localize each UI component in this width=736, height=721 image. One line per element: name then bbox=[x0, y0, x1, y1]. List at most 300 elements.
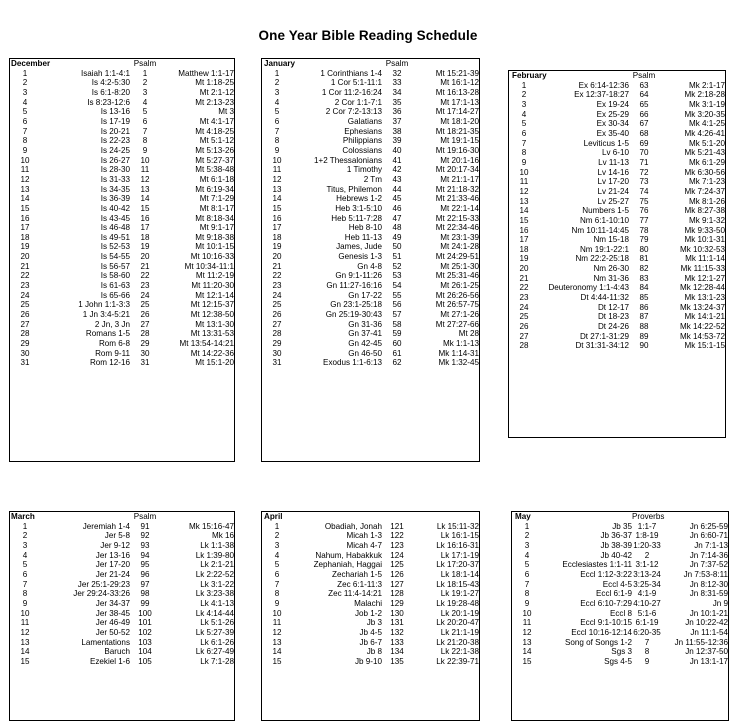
reading-main: Is 58-60 bbox=[100, 271, 130, 281]
psalm-ref: 97 bbox=[140, 579, 150, 589]
table-row bbox=[512, 580, 728, 590]
reading-gospel: Lk 5:1-26 bbox=[200, 618, 234, 628]
month-header bbox=[262, 512, 479, 522]
reading-main: 1 Cor 5:1-11:1 bbox=[330, 78, 382, 88]
psalm-ref: 83 bbox=[639, 273, 649, 283]
day-number: 18 bbox=[272, 232, 282, 242]
table-row bbox=[10, 638, 234, 648]
day-number: 24 bbox=[519, 302, 529, 312]
day-number: 19 bbox=[20, 242, 30, 252]
reading-main: Is 31-33 bbox=[100, 174, 130, 184]
psalm-ref: 132 bbox=[390, 627, 404, 637]
table-row bbox=[262, 175, 479, 185]
reading-gospel: Mk 14:22-52 bbox=[680, 322, 725, 332]
day-number: 10 bbox=[20, 608, 30, 618]
psalm-ref: 6:20-35 bbox=[633, 627, 661, 637]
reading-main: Zec 6:1-11:3 bbox=[337, 579, 382, 589]
psalm-ref: 53 bbox=[392, 271, 402, 281]
day-number: 12 bbox=[20, 627, 30, 637]
table-row bbox=[509, 245, 725, 255]
reading-main: Gn 37-41 bbox=[348, 329, 382, 339]
table-row bbox=[509, 312, 725, 322]
psalm-ref: 65 bbox=[639, 99, 649, 109]
table-row bbox=[10, 69, 234, 79]
reading-main: Numbers 1-5 bbox=[582, 206, 629, 216]
reading-gospel: Lk 1:1-38 bbox=[200, 540, 234, 550]
day-number: 21 bbox=[272, 261, 282, 271]
table-row bbox=[509, 81, 725, 91]
table-row bbox=[262, 320, 479, 330]
reading-gospel: Mk 4:1-25 bbox=[689, 119, 725, 129]
column-label: Psalm bbox=[385, 59, 409, 68]
psalm-ref: 39 bbox=[392, 136, 402, 146]
reading-main: Job 1-2 bbox=[355, 608, 382, 618]
table-row bbox=[10, 146, 234, 156]
day-number: 9 bbox=[521, 157, 527, 167]
reading-main: Lv 25-27 bbox=[597, 196, 629, 206]
psalm-ref: 124 bbox=[390, 550, 404, 560]
day-number: 8 bbox=[274, 589, 280, 599]
reading-gospel: Mk 9:33-50 bbox=[684, 225, 725, 235]
table-row bbox=[509, 206, 725, 216]
psalm-ref: 35 bbox=[392, 97, 402, 107]
reading-main: Gn 42-45 bbox=[348, 339, 382, 349]
psalm-ref: 34 bbox=[392, 87, 402, 97]
day-number: 8 bbox=[521, 148, 527, 158]
reading-gospel: Lk 18:15-43 bbox=[436, 579, 479, 589]
reading-gospel: Mt 24:1-28 bbox=[440, 242, 479, 252]
reading-gospel: Lk 4:14-44 bbox=[195, 608, 234, 618]
reading-main: Dt 24-26 bbox=[597, 322, 629, 332]
reading-main: Colossians bbox=[342, 145, 382, 155]
psalm-ref: 37 bbox=[392, 116, 402, 126]
day-number: 5 bbox=[274, 560, 280, 570]
day-number: 3 bbox=[274, 87, 280, 97]
reading-gospel: Mk 7:24-37 bbox=[684, 186, 725, 196]
day-number: 2 bbox=[274, 531, 280, 541]
reading-gospel: Mk 1:14-31 bbox=[438, 348, 479, 358]
day-number: 7 bbox=[22, 126, 28, 136]
table-row bbox=[262, 551, 479, 561]
psalm-ref: 88 bbox=[639, 322, 649, 332]
reading-gospel: Mt 15:21-39 bbox=[435, 68, 479, 78]
reading-main: Obadiah, Jonah bbox=[324, 521, 382, 531]
reading-gospel: Mt 28 bbox=[458, 329, 479, 339]
reading-gospel: Mt 16:13-28 bbox=[435, 87, 479, 97]
reading-main: Is 46-48 bbox=[100, 223, 130, 233]
reading-gospel: Lk 7:1-28 bbox=[200, 656, 234, 666]
psalm-ref: 133 bbox=[390, 637, 404, 647]
psalm-ref: 95 bbox=[140, 560, 150, 570]
reading-gospel: Mt 6:1-18 bbox=[199, 174, 234, 184]
table-row bbox=[262, 165, 479, 175]
day-number: 8 bbox=[524, 589, 530, 599]
day-number: 12 bbox=[522, 627, 532, 637]
day-number: 6 bbox=[22, 569, 28, 579]
reading-main: Nm 19:1-22:1 bbox=[579, 244, 629, 254]
psalm-ref: 42 bbox=[392, 165, 402, 175]
month-name: April bbox=[264, 512, 283, 521]
psalm-ref: 128 bbox=[390, 589, 404, 599]
table-row bbox=[262, 98, 479, 108]
psalm-ref: 131 bbox=[390, 618, 404, 628]
reading-gospel: Mt 7:1-29 bbox=[199, 194, 234, 204]
reading-gospel: Lk 17:20-37 bbox=[436, 560, 479, 570]
psalm-ref: 68 bbox=[639, 128, 649, 138]
reading-gospel: Mt 13:31-53 bbox=[190, 329, 234, 339]
day-number: 3 bbox=[22, 540, 28, 550]
psalm-ref: 103 bbox=[138, 637, 152, 647]
psalm-ref: 57 bbox=[392, 310, 402, 320]
day-number: 10 bbox=[519, 167, 529, 177]
psalm-ref: 3 bbox=[142, 87, 148, 97]
psalm-ref: 10 bbox=[140, 155, 150, 165]
reading-main: Is 4:2-5:30 bbox=[91, 78, 130, 88]
table-row bbox=[262, 570, 479, 580]
day-number: 23 bbox=[519, 293, 529, 303]
day-number: 5 bbox=[22, 560, 28, 570]
psalm-ref: 52 bbox=[392, 261, 402, 271]
reading-main: Is 22-23 bbox=[100, 136, 130, 146]
reading-main: Dt 4:44-11:32 bbox=[580, 293, 629, 303]
table-row bbox=[262, 541, 479, 551]
psalm-ref: 3:13-24 bbox=[633, 569, 661, 579]
reading-main: Deuteronomy 1:1-4:43 bbox=[548, 283, 629, 293]
psalm-ref: 1:20-33 bbox=[633, 540, 661, 550]
reading-main: Eccl 8 bbox=[609, 608, 632, 618]
reading-main: Jer 25:1-29:23 bbox=[77, 579, 130, 589]
day-number: 14 bbox=[522, 647, 532, 657]
reading-main: Lv 14-16 bbox=[597, 167, 629, 177]
table-row bbox=[262, 194, 479, 204]
reading-gospel: Mt 22:1-14 bbox=[440, 203, 479, 213]
table-row bbox=[10, 252, 234, 262]
day-number: 25 bbox=[20, 300, 30, 310]
day-number: 18 bbox=[519, 244, 529, 254]
day-number: 15 bbox=[519, 215, 529, 225]
day-number: 14 bbox=[272, 194, 282, 204]
psalm-ref: 4:1-9 bbox=[637, 589, 657, 599]
day-number: 8 bbox=[274, 136, 280, 146]
psalm-ref: 4 bbox=[142, 97, 148, 107]
reading-gospel: Mk 16 bbox=[211, 531, 234, 541]
table-row bbox=[509, 322, 725, 332]
day-number: 10 bbox=[272, 155, 282, 165]
reading-gospel: Mt 1:18-25 bbox=[195, 78, 234, 88]
reading-main: Ezekiel 1-6 bbox=[89, 656, 130, 666]
table-row bbox=[262, 358, 479, 368]
month-header bbox=[512, 512, 728, 522]
reading-main: Jer 21-24 bbox=[95, 569, 130, 579]
day-number: 26 bbox=[519, 322, 529, 332]
psalm-ref: 126 bbox=[390, 569, 404, 579]
reading-gospel: Lk 5:27-39 bbox=[195, 627, 234, 637]
table-row bbox=[262, 657, 479, 667]
reading-main: Rom 9-11 bbox=[95, 348, 130, 358]
reading-gospel: Mt 27:27-66 bbox=[435, 319, 479, 329]
day-number: 20 bbox=[20, 252, 30, 262]
table-row bbox=[512, 657, 728, 667]
day-number: 15 bbox=[272, 656, 282, 666]
month-name: December bbox=[11, 59, 51, 68]
table-row bbox=[10, 329, 234, 339]
reading-gospel: Mk 15:16-47 bbox=[189, 521, 234, 531]
psalm-ref: 93 bbox=[140, 540, 150, 550]
table-row bbox=[10, 522, 234, 532]
day-number: 13 bbox=[20, 637, 30, 647]
reading-main: 1 John 1:1-3:3 bbox=[78, 300, 130, 310]
table-row bbox=[262, 560, 479, 570]
reading-main: Genesis 1-3 bbox=[338, 252, 382, 262]
day-number: 3 bbox=[22, 87, 28, 97]
reading-main: Malachi bbox=[354, 598, 382, 608]
reading-main: Hebrews 1-2 bbox=[336, 194, 382, 204]
month-name: January bbox=[264, 59, 296, 68]
psalm-ref: 55 bbox=[392, 290, 402, 300]
table-row bbox=[509, 177, 725, 187]
reading-gospel: Mt 4:18-25 bbox=[195, 126, 234, 136]
reading-main: Jb 3 bbox=[366, 618, 382, 628]
reading-main: Is 34-35 bbox=[100, 184, 130, 194]
table-row bbox=[10, 320, 234, 330]
reading-gospel: Mt 24:29-51 bbox=[435, 252, 479, 262]
psalm-ref: 50 bbox=[392, 242, 402, 252]
day-number: 3 bbox=[274, 540, 280, 550]
table-row bbox=[509, 148, 725, 158]
psalm-ref: 51 bbox=[392, 252, 402, 262]
psalm-ref: 54 bbox=[392, 281, 402, 291]
reading-gospel: Mk 6:1-29 bbox=[689, 157, 725, 167]
reading-main: Titus, Philemon bbox=[326, 184, 382, 194]
day-number: 22 bbox=[272, 271, 282, 281]
day-number: 8 bbox=[22, 136, 28, 146]
reading-gospel: Mk 2:18-28 bbox=[684, 90, 725, 100]
table-row bbox=[262, 609, 479, 619]
psalm-ref: 13 bbox=[140, 184, 150, 194]
day-number: 19 bbox=[272, 242, 282, 252]
psalm-ref: 9 bbox=[644, 656, 650, 666]
reading-gospel: Mk 5:1-20 bbox=[689, 138, 725, 148]
reading-main: Eccl 10:16-12:14 bbox=[571, 627, 632, 637]
psalm-ref: 56 bbox=[392, 300, 402, 310]
reading-main: Galatians bbox=[347, 116, 382, 126]
day-number: 28 bbox=[272, 329, 282, 339]
table-row bbox=[512, 647, 728, 657]
table-row bbox=[262, 185, 479, 195]
day-number: 30 bbox=[272, 348, 282, 358]
day-number: 11 bbox=[20, 618, 30, 628]
reading-gospel: Mt 12:1-14 bbox=[195, 290, 234, 300]
reading-gospel: Jn 7:37-52 bbox=[689, 560, 728, 570]
day-number: 7 bbox=[22, 579, 28, 589]
day-number: 6 bbox=[22, 116, 28, 126]
table-row bbox=[10, 156, 234, 166]
reading-main: Is 49-51 bbox=[100, 232, 130, 242]
reading-gospel: Jn 10:1-21 bbox=[689, 608, 728, 618]
reading-main: Gn 25:19-30:43 bbox=[325, 310, 382, 320]
psalm-ref: 101 bbox=[138, 618, 152, 628]
table-row bbox=[262, 252, 479, 262]
table-row bbox=[262, 339, 479, 349]
day-number: 29 bbox=[20, 339, 30, 349]
table-row bbox=[10, 618, 234, 628]
day-number: 10 bbox=[522, 608, 532, 618]
day-number: 14 bbox=[20, 647, 30, 657]
reading-main: Nm 22:2-25:18 bbox=[575, 254, 629, 264]
day-number: 24 bbox=[20, 290, 30, 300]
month-table-march bbox=[9, 511, 235, 721]
reading-main: Eccl 4-5 bbox=[602, 579, 632, 589]
table-row bbox=[509, 264, 725, 274]
month-name: May bbox=[515, 512, 531, 521]
table-row bbox=[10, 291, 234, 301]
psalm-ref: 102 bbox=[138, 627, 152, 637]
reading-main: Leviticus 1-5 bbox=[583, 138, 629, 148]
reading-gospel: Mt 4:1-17 bbox=[199, 116, 234, 126]
reading-main: Eccl 1:12-3:22 bbox=[580, 569, 632, 579]
psalm-ref: 75 bbox=[639, 196, 649, 206]
psalm-ref: 27 bbox=[140, 319, 150, 329]
reading-main: Micah 1-3 bbox=[346, 531, 382, 541]
psalm-ref: 122 bbox=[390, 531, 404, 541]
day-number: 23 bbox=[272, 281, 282, 291]
reading-main: Heb 5:11-7:28 bbox=[331, 213, 382, 223]
reading-gospel: Lk 19:28-48 bbox=[436, 598, 479, 608]
table-row bbox=[10, 599, 234, 609]
table-row bbox=[262, 281, 479, 291]
reading-main: Micah 4-7 bbox=[346, 540, 382, 550]
reading-main: Gn 17-22 bbox=[348, 290, 382, 300]
reading-gospel: Mt 8:18-34 bbox=[195, 213, 234, 223]
day-number: 20 bbox=[519, 264, 529, 274]
reading-main: 1 Corinthians 1-4 bbox=[320, 68, 382, 78]
reading-gospel: Mt 13:54-14:21 bbox=[179, 339, 234, 349]
psalm-ref: 67 bbox=[639, 119, 649, 129]
reading-gospel: Mt 5:27-37 bbox=[195, 155, 234, 165]
reading-gospel: Mt 11:20-30 bbox=[191, 281, 234, 291]
table-row bbox=[10, 117, 234, 127]
reading-gospel: Mt 5:1-12 bbox=[199, 136, 234, 146]
day-number: 9 bbox=[524, 598, 530, 608]
reading-main: Is 24-25 bbox=[100, 145, 130, 155]
day-number: 27 bbox=[519, 331, 529, 341]
reading-gospel: Mt 21:18-32 bbox=[435, 184, 479, 194]
reading-main: Nm 26-30 bbox=[593, 264, 629, 274]
reading-gospel: Mk 10:1-31 bbox=[684, 235, 725, 245]
table-row bbox=[10, 194, 234, 204]
table-row bbox=[10, 78, 234, 88]
reading-gospel: Mk 3:20-35 bbox=[684, 109, 725, 119]
day-number: 17 bbox=[519, 235, 529, 245]
day-number: 10 bbox=[20, 155, 30, 165]
psalm-ref: 48 bbox=[392, 223, 402, 233]
psalm-ref: 2 bbox=[142, 78, 148, 88]
table-row bbox=[509, 110, 725, 120]
psalm-ref: 31 bbox=[140, 358, 150, 368]
table-row bbox=[262, 589, 479, 599]
psalm-ref: 6:1-19 bbox=[635, 618, 659, 628]
reading-main: Ex 12:37-18:27 bbox=[574, 90, 629, 100]
psalm-ref: 69 bbox=[639, 138, 649, 148]
psalm-ref: 33 bbox=[392, 78, 402, 88]
psalm-ref: 43 bbox=[392, 174, 402, 184]
psalm-ref: 84 bbox=[639, 283, 649, 293]
reading-main: Heb 8-10 bbox=[348, 223, 382, 233]
day-number: 14 bbox=[519, 206, 529, 216]
reading-gospel: Mt 3 bbox=[218, 107, 234, 117]
month-table-february bbox=[508, 70, 726, 438]
reading-gospel: Mk 8:1-26 bbox=[689, 196, 725, 206]
reading-gospel: Jn 11:55-12:36 bbox=[674, 637, 728, 647]
reading-gospel: Lk 21:1-19 bbox=[440, 627, 479, 637]
reading-gospel: Mt 12:38-50 bbox=[190, 310, 234, 320]
table-row bbox=[262, 127, 479, 137]
table-row bbox=[10, 589, 234, 599]
reading-gospel: Mk 13:24-37 bbox=[680, 302, 725, 312]
table-row bbox=[262, 146, 479, 156]
reading-main: Jer 5-8 bbox=[104, 531, 130, 541]
reading-main: Is 65-66 bbox=[100, 290, 130, 300]
table-row bbox=[512, 531, 728, 541]
table-row bbox=[10, 560, 234, 570]
reading-main: Gn 23:1-25:18 bbox=[330, 300, 382, 310]
reading-main: Lamentations bbox=[81, 637, 130, 647]
reading-gospel: Mt 2:13-23 bbox=[195, 97, 234, 107]
psalm-ref: 63 bbox=[639, 80, 649, 90]
reading-main: Dt 18-23 bbox=[597, 312, 629, 322]
psalm-ref: 46 bbox=[392, 203, 402, 213]
reading-gospel: Mk 2:1-17 bbox=[689, 80, 725, 90]
month-table-may bbox=[511, 511, 729, 721]
reading-gospel: Lk 16:16-31 bbox=[436, 540, 479, 550]
day-number: 25 bbox=[272, 300, 282, 310]
reading-main: Dt 31:31-34:12 bbox=[575, 341, 629, 351]
reading-gospel: Lk 22:39-71 bbox=[436, 656, 479, 666]
psalm-ref: 41 bbox=[392, 155, 402, 165]
table-row bbox=[512, 638, 728, 648]
reading-gospel: Mt 18:21-35 bbox=[435, 126, 479, 136]
reading-gospel: Mt 6:19-34 bbox=[195, 184, 234, 194]
day-number: 8 bbox=[22, 589, 28, 599]
day-number: 4 bbox=[22, 550, 28, 560]
psalm-ref: 20 bbox=[140, 252, 150, 262]
day-number: 16 bbox=[519, 225, 529, 235]
table-row bbox=[10, 531, 234, 541]
psalm-ref: 79 bbox=[639, 235, 649, 245]
reading-main: Eccl 6:1-9 bbox=[596, 589, 632, 599]
table-row bbox=[509, 283, 725, 293]
reading-main: 2 Cor 1:1-7:1 bbox=[334, 97, 382, 107]
psalm-ref: 21 bbox=[140, 261, 150, 271]
reading-main: Rom 12-16 bbox=[89, 358, 130, 368]
day-number: 11 bbox=[20, 165, 30, 175]
day-number: 3 bbox=[521, 99, 527, 109]
table-row bbox=[10, 271, 234, 281]
psalm-ref: 100 bbox=[138, 608, 152, 618]
psalm-ref: 23 bbox=[140, 281, 150, 291]
day-number: 15 bbox=[20, 203, 30, 213]
reading-main: Rom 6-8 bbox=[98, 339, 130, 349]
reading-main: Romans 1-5 bbox=[85, 329, 130, 339]
day-number: 22 bbox=[20, 271, 30, 281]
reading-gospel: Mk 15:1-15 bbox=[684, 341, 725, 351]
reading-main: Is 52-53 bbox=[100, 242, 130, 252]
psalm-ref: 91 bbox=[140, 521, 150, 531]
reading-main: Is 28-30 bbox=[100, 165, 130, 175]
table-row bbox=[262, 599, 479, 609]
table-row bbox=[262, 88, 479, 98]
table-row bbox=[262, 531, 479, 541]
